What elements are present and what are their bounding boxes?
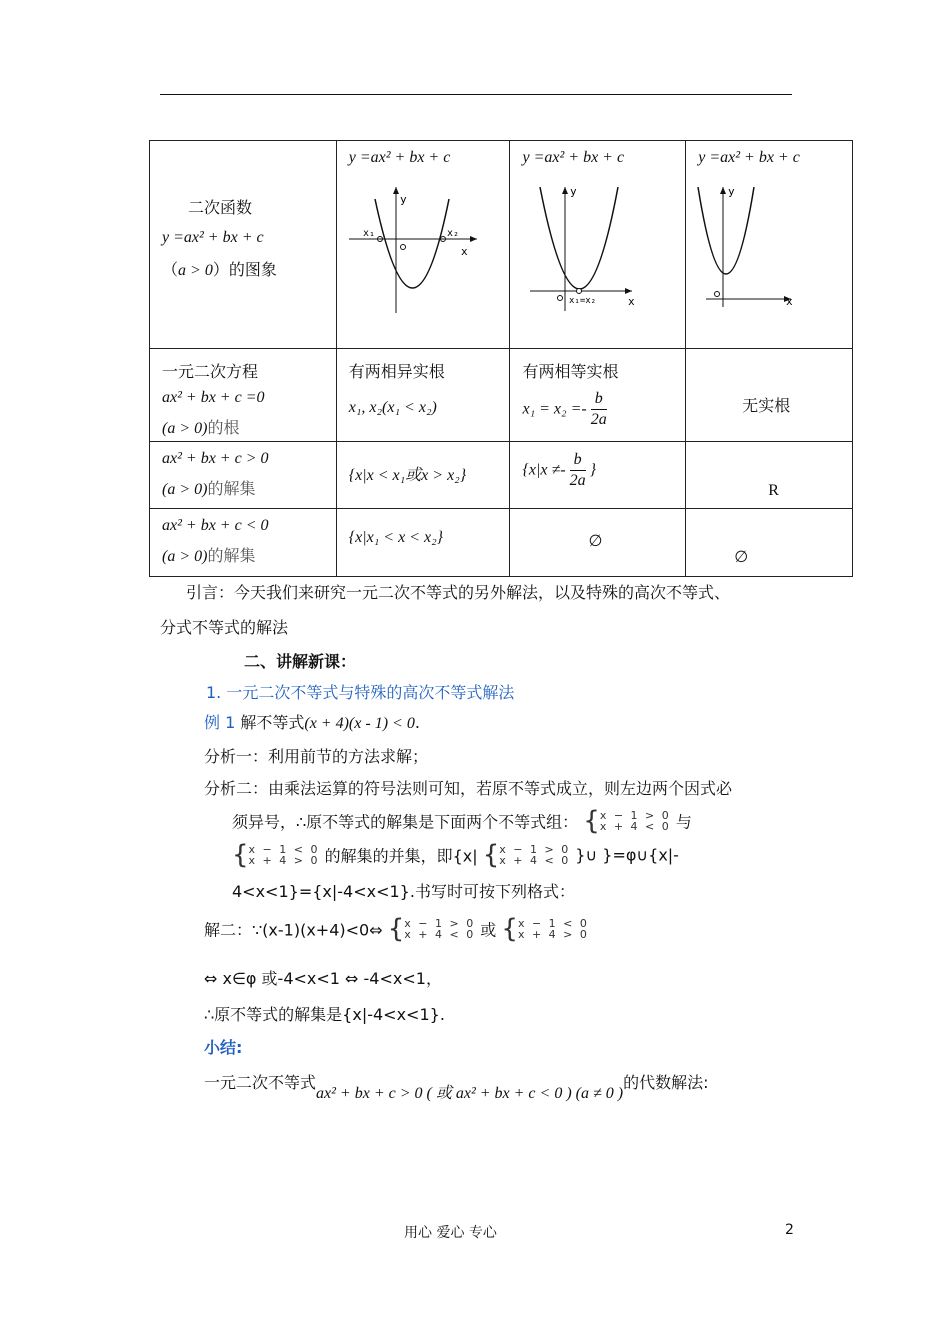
header-rule xyxy=(160,94,792,95)
two-distinct-roots-cell xyxy=(336,349,510,442)
equal-roots-cell xyxy=(510,349,686,442)
lt-two-roots-cell xyxy=(336,509,510,577)
svg-text:y: y xyxy=(728,185,735,198)
lt-no-roots-cell xyxy=(686,509,853,577)
analysis-2-line1: 分析二：由乘法运算的符号法则可知，若原不等式成立，则左边两个因式必 xyxy=(204,779,733,798)
row1-fn: y =ax² + bx + c xyxy=(162,229,264,246)
svg-text:x: x xyxy=(628,295,636,308)
parabola-double-root xyxy=(510,177,686,347)
intro-line1: 引言：今天我们来研究一元二次不等式的另外解法，以及特殊的高次不等式、 xyxy=(186,583,731,602)
svg-text:x: x xyxy=(460,245,468,258)
graph-no-root-cell xyxy=(686,141,853,349)
gt-equal-roots-cell xyxy=(510,442,686,509)
row4-label-cell xyxy=(150,509,337,577)
svg-text:x₁: x₁ xyxy=(362,228,375,239)
page-number: 2 xyxy=(785,1222,794,1238)
intro-line2: 分式不等式的解法 xyxy=(160,618,289,637)
two-distinct-roots-label: 有两相异实根 xyxy=(348,362,445,381)
solution-2-line1: 解二：∵(x-1)(x+4)<0⇔ {x − 1 > 0 x + 4 < 0 或 {x − 1 < 0 x + 4 > 0 xyxy=(204,914,589,944)
svg-text:y: y xyxy=(399,193,407,206)
summary-title: 小结: xyxy=(204,1038,243,1057)
gt-no-roots-cell xyxy=(686,442,853,509)
solution-2-line3: ∴原不等式的解集是{x|-4<x<1}. xyxy=(204,1005,445,1024)
two-distinct-roots-expr: x₁, x₂(x₁ < x₂) xyxy=(348,399,437,416)
row2-label-cell xyxy=(150,349,337,442)
svg-text:x₁=x₂: x₁=x₂ xyxy=(569,296,597,306)
equal-roots-expr: x₁ = x₂ =- $\frac{b}{2a}$ xyxy=(522,390,607,428)
comparison-table xyxy=(149,140,853,577)
table-row xyxy=(150,509,853,577)
table-row xyxy=(150,442,853,509)
footer-motto: 用心 爱心 专心 xyxy=(404,1225,497,1241)
row1-title: 二次函数 xyxy=(188,198,253,217)
parabola-no-root xyxy=(686,177,853,347)
fn-label: y =ax² + bx + c xyxy=(348,149,451,166)
equal-roots-label: 有两相等实根 xyxy=(522,362,619,381)
subsection-heading: 1. 一元二次不等式与特殊的高次不等式解法 xyxy=(206,683,515,702)
parabola-two-roots xyxy=(337,177,511,347)
analysis-2-line3: {x − 1 < 0 x + 4 > 0 的解集的并集，即{x| {x − 1 > 0 x + 4 < 0 }∪ }=φ∪{x|- xyxy=(232,840,679,870)
row3-cond: (a > 0)的解集 xyxy=(162,479,256,498)
graph-double-root-cell xyxy=(510,141,686,349)
row1-label-cell xyxy=(150,141,337,349)
lt-equal-roots-set: ∅ xyxy=(588,533,603,550)
lt-two-roots-set: {x|x₁ < x < x₂} xyxy=(348,529,444,546)
row4-cond: (a > 0)的解集 xyxy=(162,546,256,565)
table-row xyxy=(150,349,853,442)
row2-cond: (a > 0)的根 xyxy=(162,418,240,437)
graph-two-roots-cell xyxy=(336,141,510,349)
example-1: 例 1 解不等式(x + 4)(x - 1) < 0. xyxy=(204,713,420,732)
fn-label: y =ax² + bx + c xyxy=(698,149,800,166)
solution-2-line2: ⇔ x∈φ 或-4<x<1 ⇔ -4<x<1， xyxy=(204,969,442,988)
gt-equal-roots-set: {x|x ≠- $\frac{b}{2a}$ } xyxy=(522,451,596,489)
row3-label-cell xyxy=(150,442,337,509)
analysis-1: 分析一：利用前节的方法求解； xyxy=(204,747,429,766)
analysis-2-line2: 须异号，∴原不等式的解集是下面两个不等式组： {x − 1 > 0 x + 4 < 0 与 xyxy=(232,806,692,836)
fn-label: y =ax² + bx + c xyxy=(522,149,625,166)
analysis-2-line4: 4<x<1}={x|-4<x<1}.书写时可按下列格式： xyxy=(232,882,575,901)
svg-text:x₂: x₂ xyxy=(446,228,459,239)
row1-cond: （a > 0）的图象 xyxy=(162,260,277,279)
no-real-roots-cell xyxy=(686,349,853,442)
lt-equal-roots-cell xyxy=(510,509,686,577)
row3-inequality: ax² + bx + c > 0 xyxy=(162,450,269,467)
summary-line: 一元二次不等式ax² + bx + c > 0 ( 或 ax² + bx + c < 0 ) (a ≠ 0 )的代数解法: xyxy=(204,1073,709,1102)
table-row xyxy=(150,141,853,349)
row4-inequality: ax² + bx + c < 0 xyxy=(162,517,269,534)
svg-text:x: x xyxy=(786,295,793,308)
row2-title: 一元二次方程 xyxy=(162,362,259,381)
section-heading: 二、讲解新课： xyxy=(244,652,357,671)
row2-equation: ax² + bx + c =0 xyxy=(162,389,265,406)
no-real-roots-label: 无实根 xyxy=(742,396,791,415)
gt-two-roots-set: {x|x < x₁或x > x₂} xyxy=(348,467,467,484)
gt-two-roots-cell xyxy=(336,442,510,509)
lt-no-roots-set: ∅ xyxy=(734,549,749,566)
gt-no-roots-set: R xyxy=(768,482,779,499)
svg-text:y: y xyxy=(570,185,578,198)
